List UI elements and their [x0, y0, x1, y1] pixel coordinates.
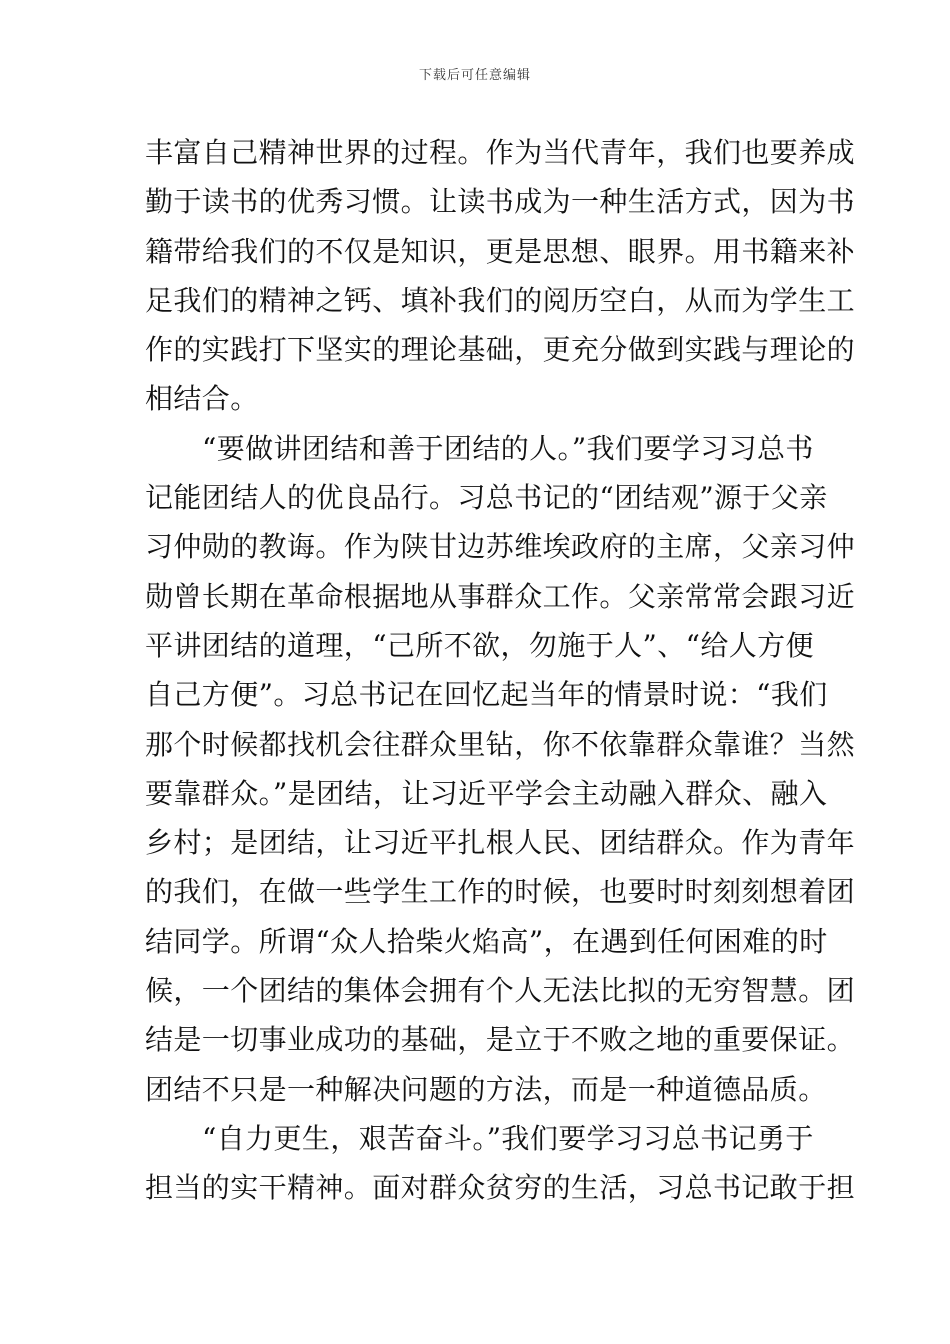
page-header-note: 下载后可任意编辑 — [418, 68, 531, 83]
text-line: 习仲勋的教诲。作为陕甘边苏维埃政府的主席，父亲习仲 — [145, 530, 856, 564]
text-line: 候，一个团结的集体会拥有个人无法比拟的无穷智慧。团 — [145, 974, 856, 1008]
text-line: 足我们的精神之钙、填补我们的阅历空白，从而为学生工 — [145, 283, 856, 317]
text-line: 平讲团结的道理，“己所不欲，勿施于人”、“给人方便 — [145, 628, 814, 662]
text-line: 担当的实干精神。面对群众贫穷的生活，习总书记敢于担 — [145, 1171, 856, 1205]
text-line: 记能团结人的优良品行。习总书记的“团结观”源于父亲 — [145, 481, 828, 515]
text-line: 勋曾长期在革命根据地从事群众工作。父亲常常会跟习近 — [145, 579, 856, 613]
text-line: 丰富自己精神世界的过程。作为当代青年，我们也要养成 — [145, 136, 856, 169]
text-line: 团结不只是一种解决问题的方法，而是一种道德品质。 — [145, 1072, 827, 1106]
text-line: “要做讲团结和善于团结的人。”我们要学习习总书 — [202, 431, 814, 465]
text-line: 结是一切事业成功的基础，是立于不败之地的重要保证。 — [145, 1023, 856, 1057]
text-line: 作的实践打下坚实的理论基础，更充分做到实践与理论的 — [145, 333, 856, 367]
text-line: 籍带给我们的不仅是知识，更是思想、眼界。用书籍来补 — [145, 234, 856, 268]
document-body — [145, 128, 856, 1213]
text-line: 相结合。 — [145, 382, 259, 416]
text-line: 的我们，在做一些学生工作的时候，也要时时刻刻想着团 — [145, 875, 856, 909]
text-line: 勤于读书的优秀习惯。让读书成为一种生活方式，因为书 — [145, 185, 856, 219]
text-line: 那个时候都找机会往群众里钻，你不依靠群众靠谁？当然 — [145, 727, 856, 761]
text-line: “自力更生，艰苦奋斗。”我们要学习习总书记勇于 — [202, 1121, 814, 1155]
text-line: 要靠群众。”是团结，让习近平学会主动融入群众、融入 — [145, 776, 828, 810]
text-line: 结同学。所谓“众人拾柴火焰高”，在遇到任何困难的时 — [145, 924, 828, 958]
text-line: 自己方便”。习总书记在回忆起当年的情景时说：“我们 — [145, 678, 828, 712]
text-line: 乡村；是团结，让习近平扎根人民、团结群众。作为青年 — [145, 826, 856, 860]
